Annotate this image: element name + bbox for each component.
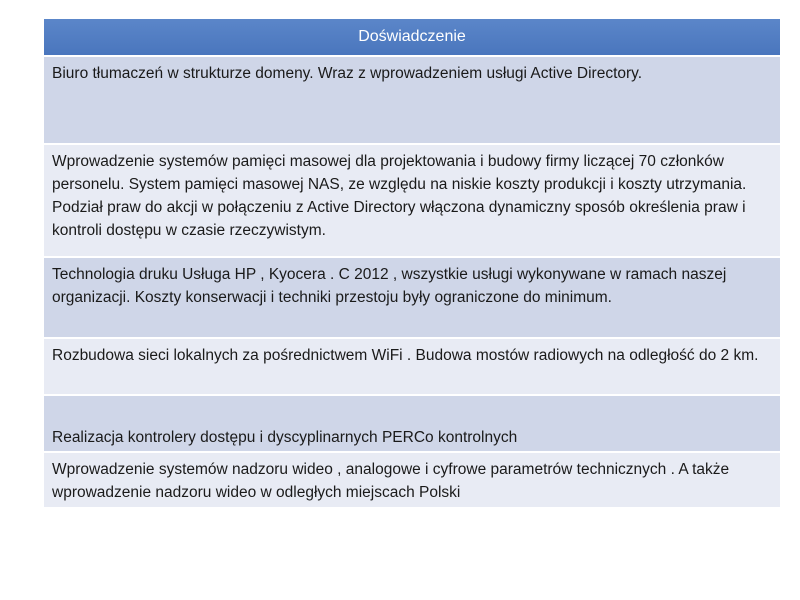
table-row: Wprowadzenie systemów nadzoru wideo , analogowe i cyfrowe parametrów technicznych . A także wprowadzenie nadzoru wideo w odległych miejscach Polski	[44, 453, 780, 509]
table-row: Rozbudowa sieci lokalnych za pośrednictwem WiFi . Budowa mostów radiowych na odległość do 2 km.	[44, 339, 780, 396]
table-row: Wprowadzenie systemów pamięci masowej dla projektowania i budowy firmy liczącej 70 członków personelu. System pamięci masowej NAS, ze względu na niskie koszty produkcji i koszty utrzymania. Podział praw do akcji w połączeniu z Active Directory włączona dynamiczny sposób określenia praw i kontroli dostępu w czasie rzeczywistym.	[44, 145, 780, 258]
table-row: Realizacja kontrolery dostępu i dyscyplinarnych PERCo kontrolnych	[44, 396, 780, 453]
experience-table	[44, 19, 780, 509]
table-header: Doświadczenie	[44, 19, 780, 57]
table-row: Biuro tłumaczeń w strukturze domeny. Wraz z wprowadzeniem usługi Active Directory.	[44, 57, 780, 145]
table-row: Technologia druku Usługa HP , Kyocera . C 2012 , wszystkie usługi wykonywane w ramach naszej organizacji. Koszty konserwacji i techniki przestoju były ograniczone do minimum.	[44, 258, 780, 339]
